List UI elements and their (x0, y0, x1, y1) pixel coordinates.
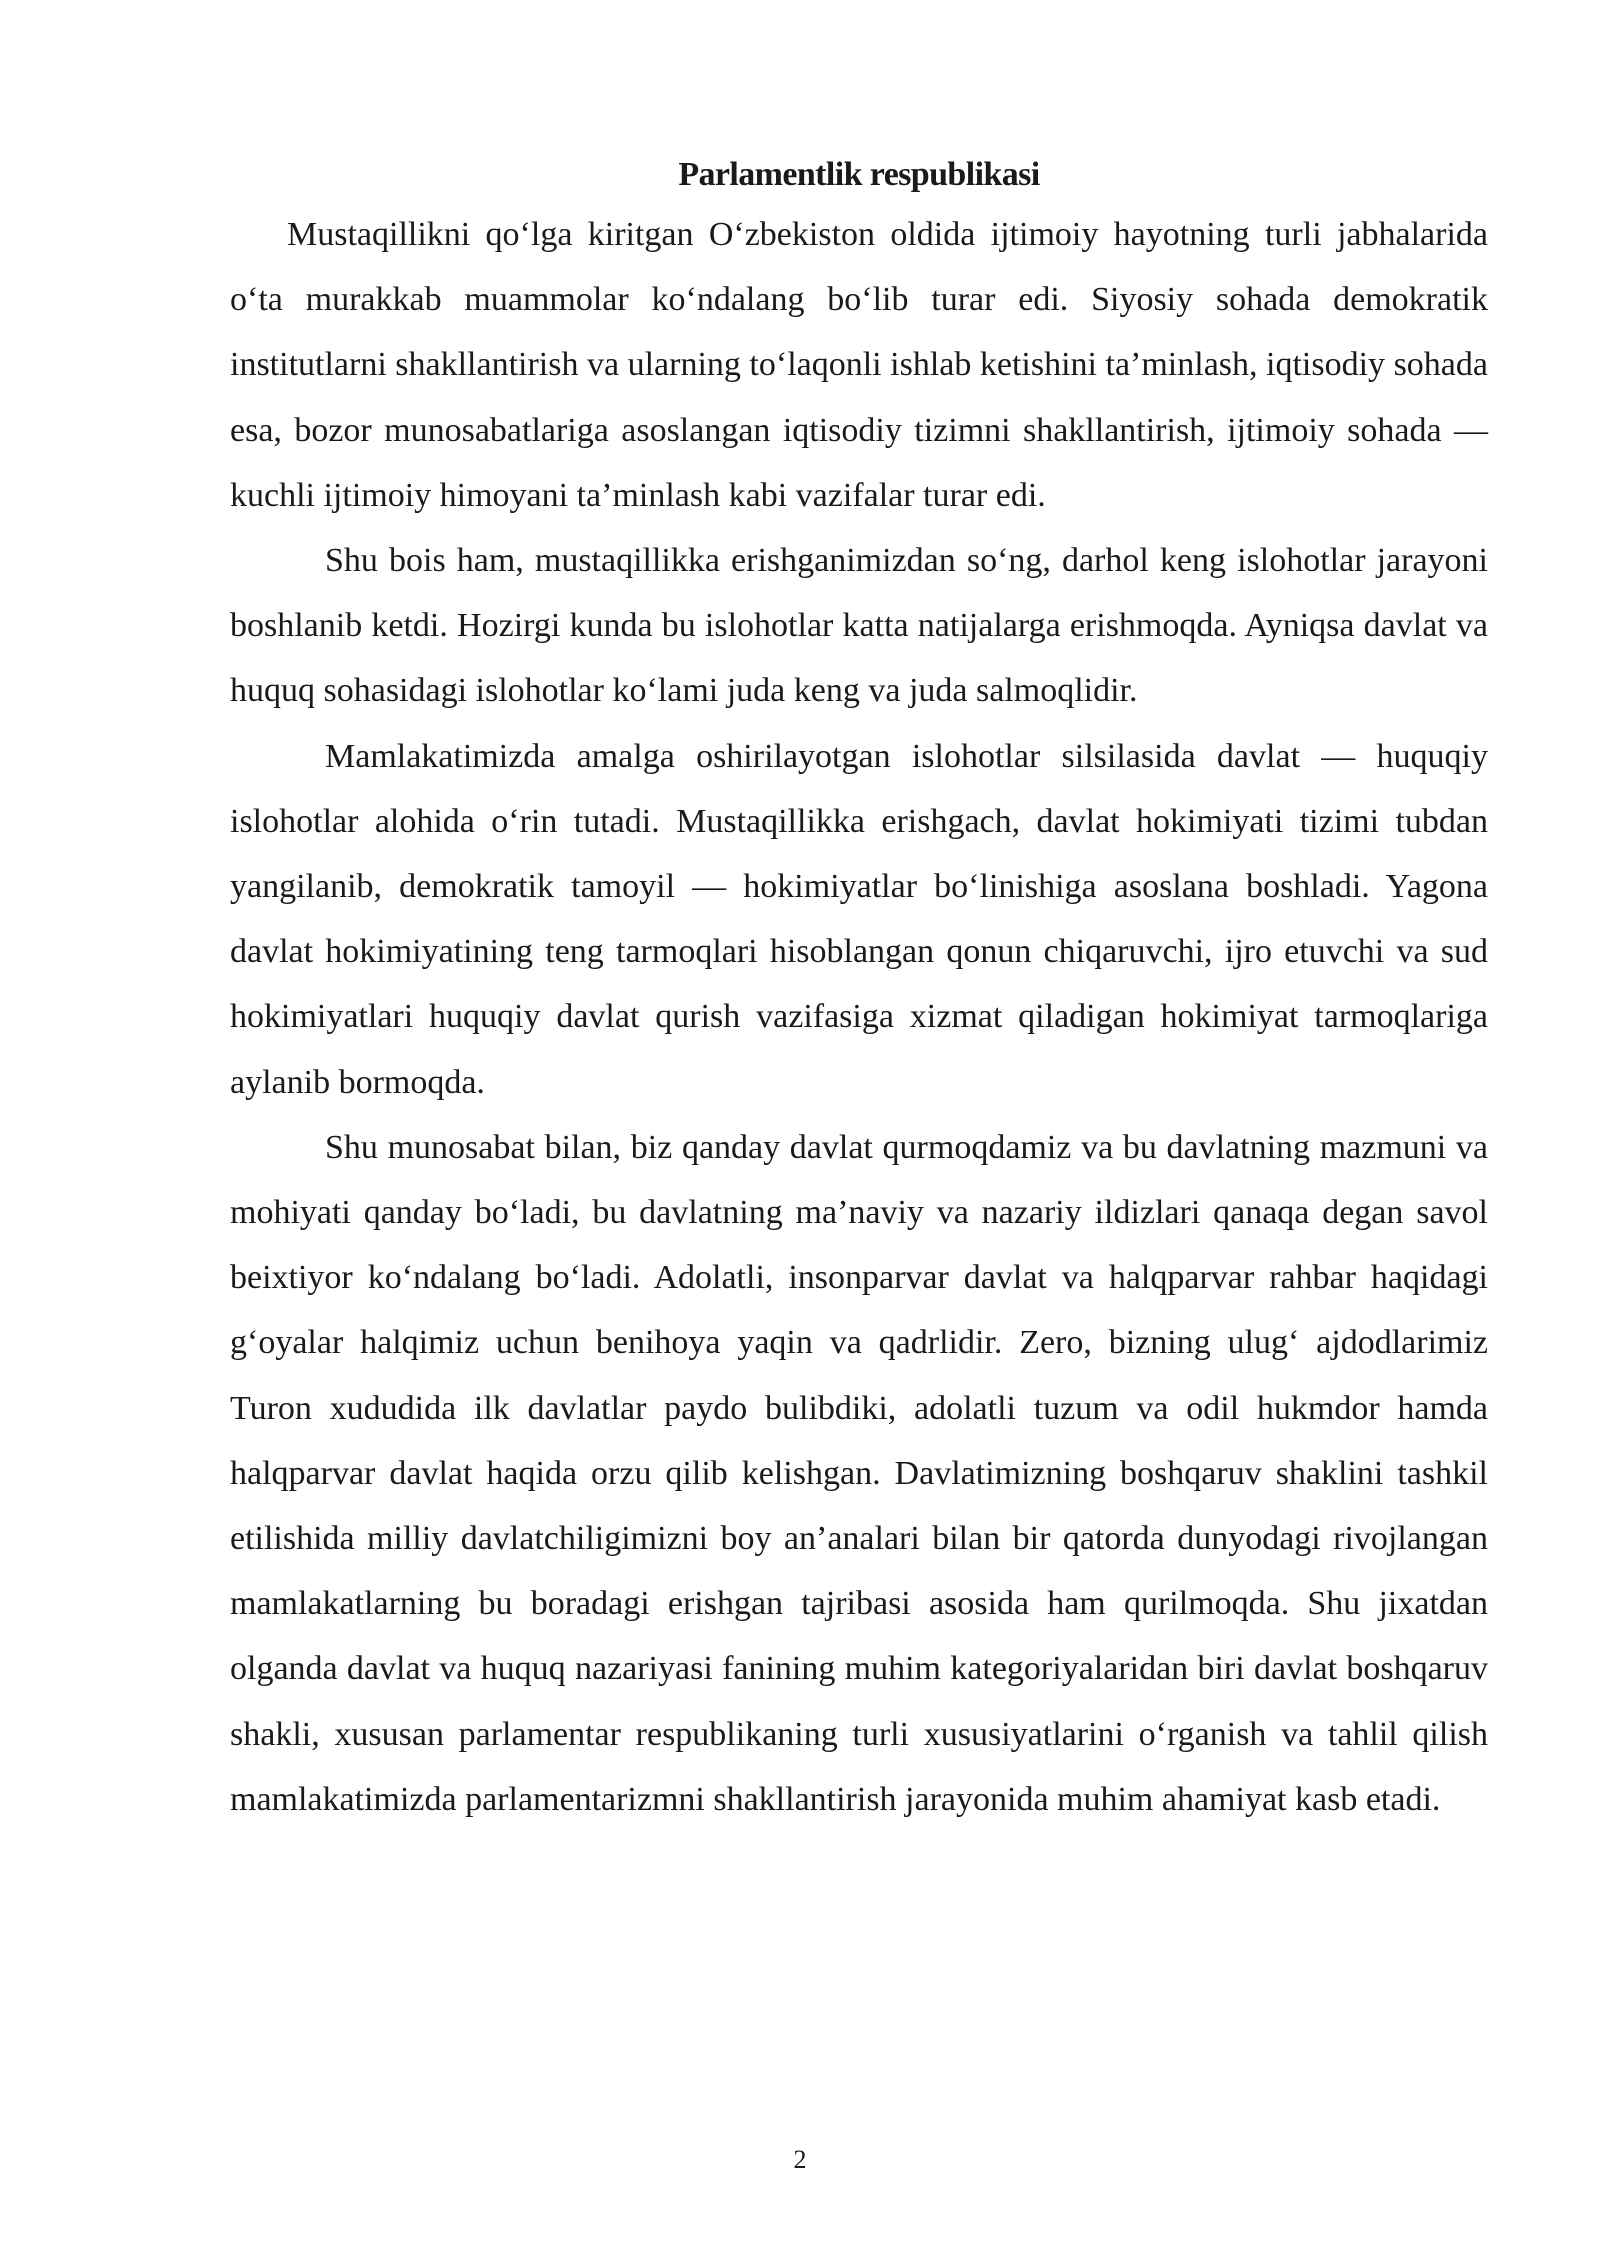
paragraph-4: Shu munosabat bilan, biz qanday davlat qurmoqdamiz va bu davlatning mazmuni va mohiyati qanday bo‘ladi, bu davlatning ma’naviy va nazariy ildizlari qanaqa degan savol beixtiyor ko‘ndalang bo‘ladi. Adolatli, insonparvar davlat va halqparvar rahbar haqidagi g‘oyalar halqimiz uchun benihoya yaqin va qadrlidir. Zero, bizning ulug‘ ajdodlarimiz Turon xududida ilk davlatlar paydo bulibdiki, adolatli tuzum va odil hukmdor hamda halqparvar davlat haqida orzu qilib kelishgan. Davlatimizning boshqaruv shaklini tashkil etilishida milliy davlatchiligimizni boy an’analari bilan bir qatorda dunyodagi rivojlangan mamlakatlarning bu boradagi erishgan tajribasi asosida ham qurilmoqda. Shu jixatdan olganda davlat va huquq nazariyasi fanining muhim kategoriyalaridan biri davlat boshqaruv shakli, xususan parlamentar respublikaning turli xususiyatlarini o‘rganish va tahlil qilish mamlakatimizda parlamentarizmni shakllantirish jarayonida muhim ahamiyat kasb etadi. (230, 1128, 1488, 1818)
page-content (230, 150, 1488, 1832)
page-number: 2 (793, 2145, 807, 2174)
document-title: Parlamentlik respublikasi (678, 156, 1040, 193)
paragraph-2: Shu bois ham, mustaqillikka erishganimizdan so‘ng, darhol keng islohotlar jarayoni boshlanib ketdi. Hozirgi kunda bu islohotlar katta natijalarga erishmoqda. Ayniqsa davlat va huquq sohasidagi islohotlar ko‘lami juda keng va juda salmoqlidir. (230, 542, 1488, 710)
paragraph-1: Mustaqillikni qo‘lga kiritgan O‘zbekiston oldida ijtimoiy hayotning turli jabhalarida o‘ta murakkab muammolar ko‘ndalang bo‘lib turar edi. Siyosiy sohada demokratik institutlarni shakllantirish va ularning to‘laqonli ishlab ketishini ta’minlash, iqtisodiy sohada esa, bozor munosabatlariga asoslangan iqtisodiy tizimni shakllantirish, ijtimoiy sohada — kuchli ijtimoiy himoyani ta’minlash kabi vazifalar turar edi. (230, 216, 1488, 514)
paragraph-3: Mamlakatimizda amalga oshirilayotgan islohotlar silsilasida davlat — huquqiy islohotlar alohida o‘rin tutadi. Mustaqillikka erishgach, davlat hokimiyati tizimi tubdan yangilanib, demokratik tamoyil — hokimiyatlar bo‘linishiga asoslana boshladi. Yagona davlat hokimiyatining teng tarmoqlari hisoblangan qonun chiqaruvchi, ijro etuvchi va sud hokimiyatlari huquqiy davlat qurish vazifasiga xizmat qiladigan hokimiyat tarmoqlariga aylanib bormoqda. (230, 737, 1488, 1101)
